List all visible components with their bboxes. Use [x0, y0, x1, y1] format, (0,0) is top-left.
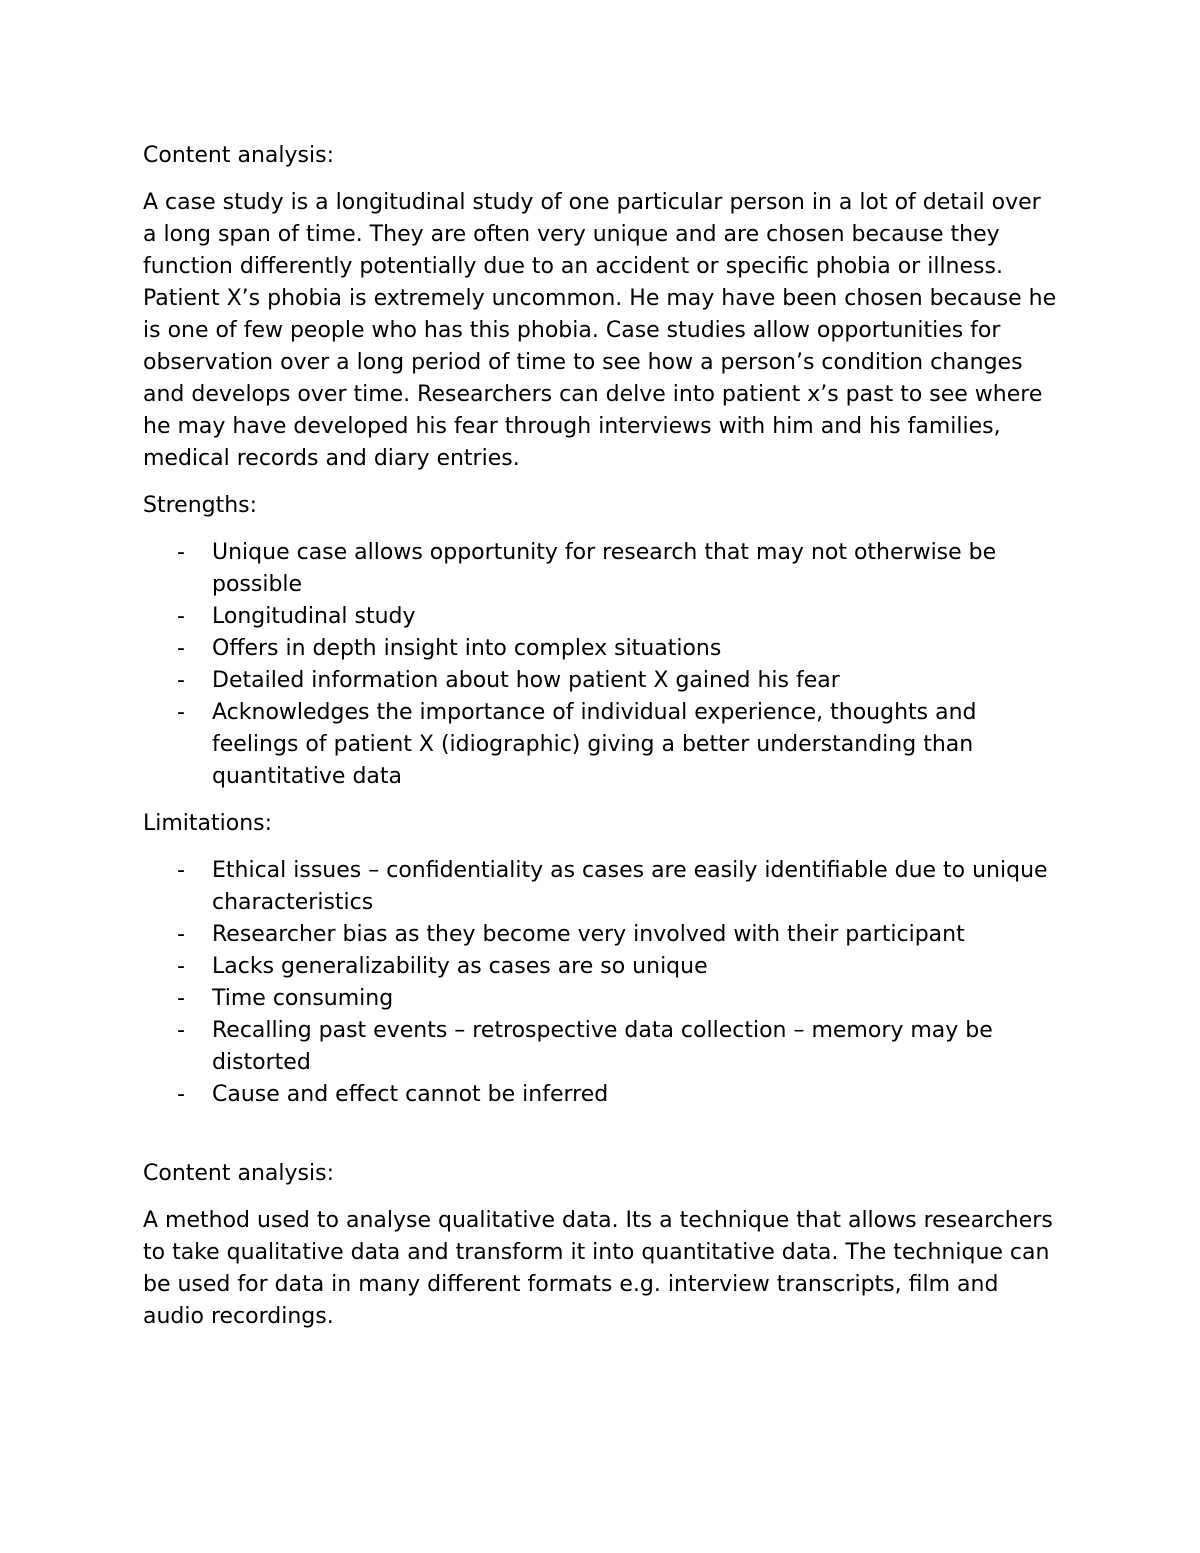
strengths-heading: Strengths:	[143, 493, 258, 518]
dash-bullet: -	[177, 1082, 185, 1107]
dash-bullet: -	[177, 668, 185, 693]
dash-bullet: -	[177, 540, 185, 565]
blank-line	[143, 1126, 1058, 1158]
list-item	[143, 951, 1058, 983]
dash-bullet: -	[177, 986, 185, 1011]
list-item	[143, 983, 1058, 1015]
list-item	[143, 537, 1058, 601]
content-analysis-paragraph: A method used to analyse qualitative data. Its a technique that allows researchers to take qualitative data and transform it into quantitative data. The technique can be used for data in many different formats e.g. interview transcripts, film and audio recordings.	[143, 1208, 1053, 1329]
dash-bullet: -	[177, 954, 185, 979]
dash-bullet: -	[177, 922, 185, 947]
dash-bullet: -	[177, 636, 185, 661]
list-item	[143, 601, 1058, 633]
section-heading-content-analysis: Content analysis:	[143, 143, 334, 168]
strengths-list	[143, 537, 1058, 793]
list-item-text: Recalling past events – retrospective data collection – memory may be distorted	[212, 1018, 993, 1075]
case-study-paragraph: A case study is a longitudinal study of one particular person in a lot of detail over a long span of time. They are often very unique and are chosen because they function differently potentially due to an accident or specific phobia or illness. Patient X’s phobia is extremely uncommon. He may have been chosen because he is one of few people who has this phobia. Case studies allow opportunities for observation over a long period of time to see how a person’s condition changes and develops over time. Researchers can delve into patient x’s past to see where he may have developed his fear through interviews with him and his families, medical records and diary entries.	[143, 190, 1057, 471]
list-item-text: Lacks generalizability as cases are so unique	[212, 954, 708, 979]
dash-bullet: -	[177, 700, 185, 725]
list-item-text: Researcher bias as they become very involved with their participant	[212, 922, 965, 947]
list-item	[143, 665, 1058, 697]
list-item	[143, 1015, 1058, 1079]
list-item	[143, 1079, 1058, 1111]
list-item-text: Detailed information about how patient X gained his fear	[212, 668, 840, 693]
section-heading-content-analysis-2: Content analysis:	[143, 1161, 334, 1186]
limitations-list	[143, 855, 1058, 1111]
list-item	[143, 697, 1058, 793]
list-item-text: Acknowledges the importance of individual experience, thoughts and feelings of patient X (idiographic) giving a better understanding than quantitative data	[212, 700, 977, 789]
dash-bullet: -	[177, 1018, 185, 1043]
list-item	[143, 919, 1058, 951]
list-item-text: Unique case allows opportunity for research that may not otherwise be possible	[212, 540, 997, 597]
list-item	[143, 855, 1058, 919]
list-item-text: Offers in depth insight into complex situations	[212, 636, 722, 661]
list-item	[143, 633, 1058, 665]
list-item-text: Longitudinal study	[212, 604, 416, 629]
list-item-text: Ethical issues – confidentiality as cases are easily identifiable due to unique characteristics	[212, 858, 1048, 915]
dash-bullet: -	[177, 858, 185, 883]
limitations-heading: Limitations:	[143, 811, 273, 836]
dash-bullet: -	[177, 604, 185, 629]
document-page	[143, 140, 1058, 1348]
list-item-text: Time consuming	[212, 986, 394, 1011]
list-item-text: Cause and effect cannot be inferred	[212, 1082, 609, 1107]
